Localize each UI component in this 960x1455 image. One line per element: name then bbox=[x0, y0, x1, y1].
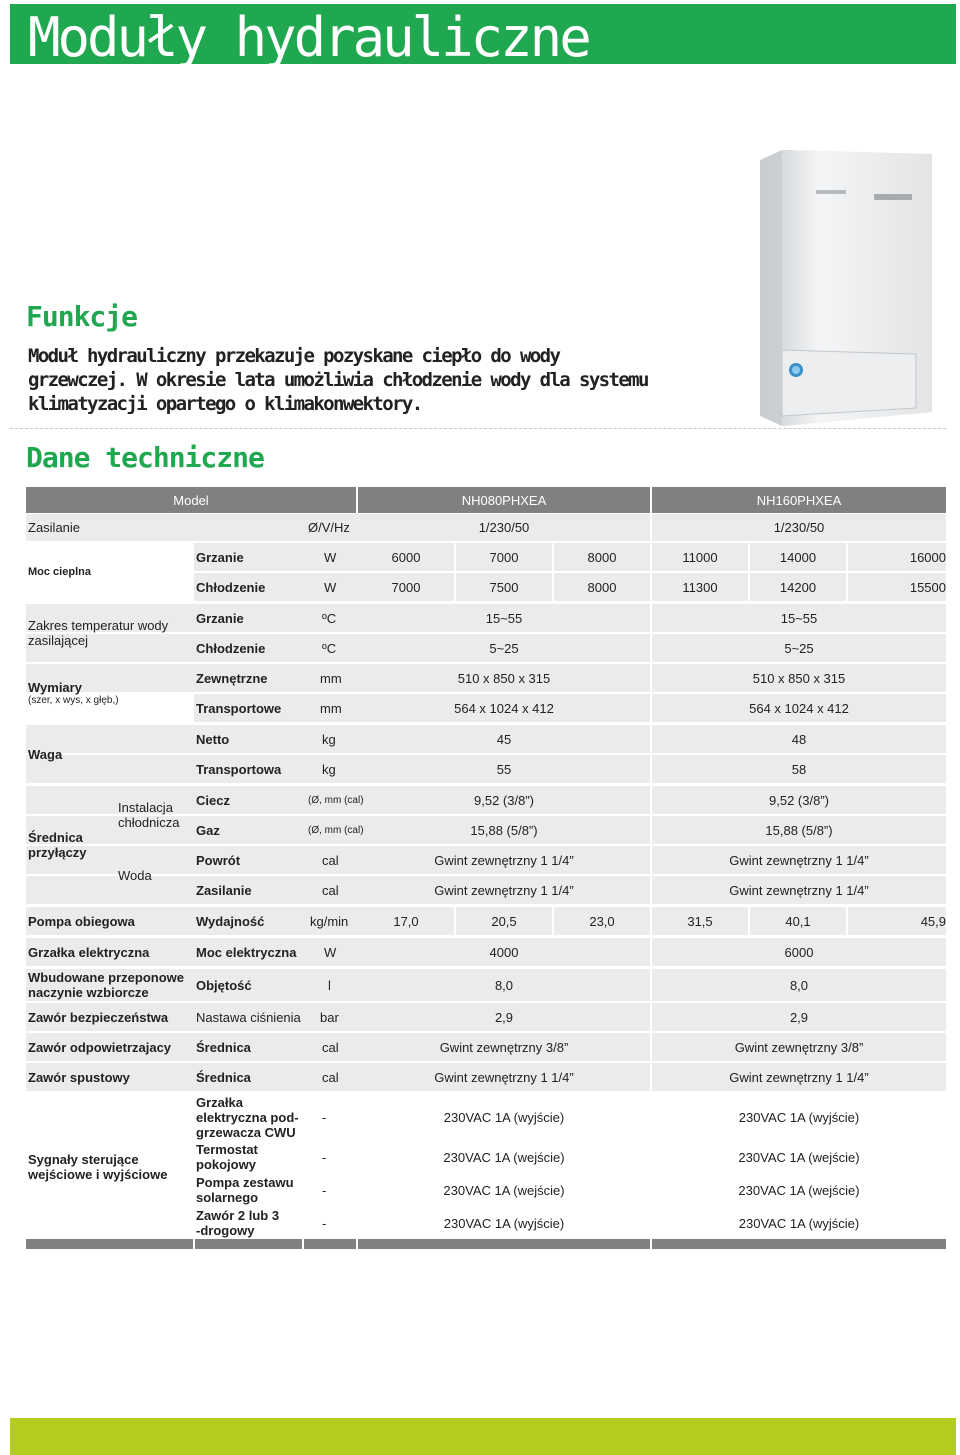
footer-bar bbox=[10, 1418, 956, 1455]
section-divider bbox=[10, 428, 946, 429]
features-heading: Funkcje bbox=[26, 300, 138, 333]
tech-heading: Dane techniczne bbox=[26, 441, 264, 474]
header-model-2: NH160PHXEA bbox=[756, 492, 842, 508]
header-model-1: NH080PHXEA bbox=[461, 492, 547, 508]
title-banner bbox=[10, 4, 956, 69]
table-footer-bar bbox=[26, 1239, 946, 1249]
intro-text: Moduł hydrauliczny przekazuje pozyskane ciepło do wody grzewczej. W okresie lata umożliwia chłodzenie wody dla systemu klimatyzacji opartego o klimakonwektory. bbox=[28, 345, 648, 415]
hydraulic-module-image bbox=[756, 150, 936, 426]
page-title: Moduły hydrauliczne bbox=[28, 6, 589, 69]
header-model: Model bbox=[173, 492, 209, 508]
brand-badge-icon bbox=[789, 363, 803, 377]
